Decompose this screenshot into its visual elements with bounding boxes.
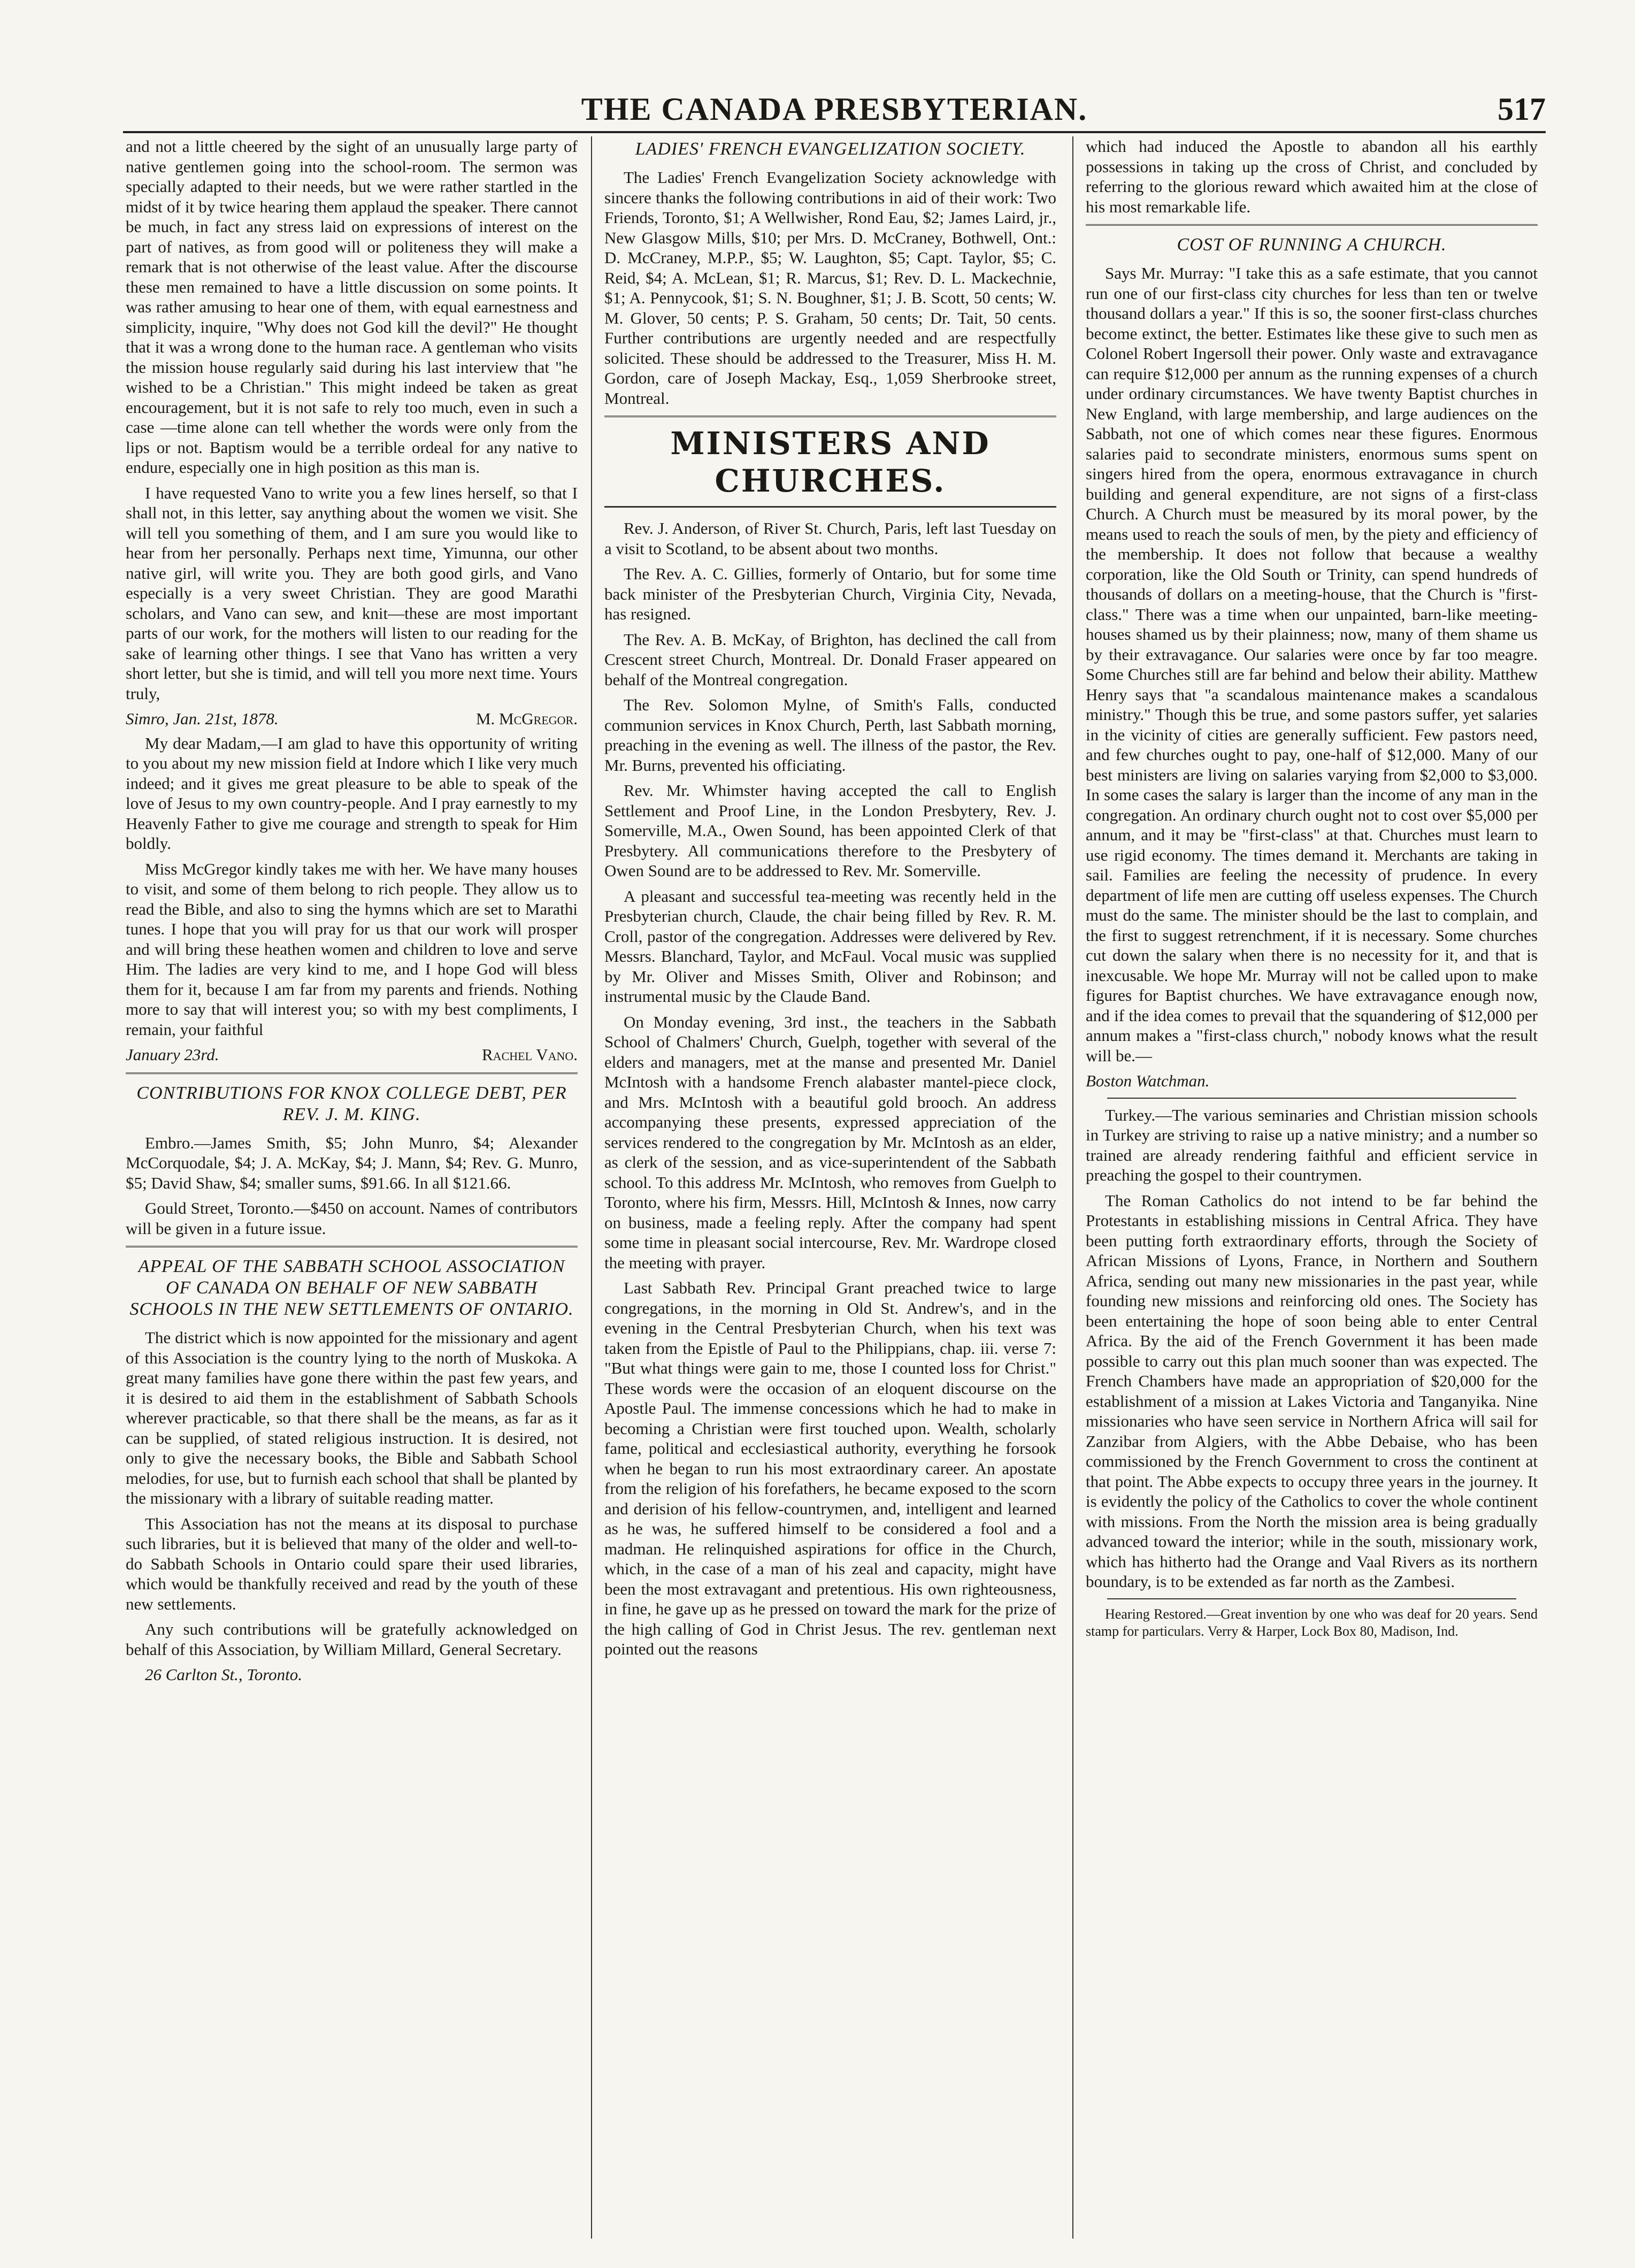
column-divider — [591, 136, 592, 2239]
contribution-paragraph: Embro.—James Smith, $5; John Munro, $4; Alexander McCorquodale, $4; J. A. McKay, $4; J. Mann, $4; Rev. G. Munro, $5; David Shaw, $4; smaller sums, $91.66. In all $121.66. — [126, 1133, 578, 1192]
section-rule — [126, 1246, 578, 1247]
signature-line — [126, 709, 578, 729]
news-item: Last Sabbath Rev. Principal Grant preached twice to large congregations, in the morning in Old St. Andrew's, and in the evening in the Central Presbyterian Church, when his text was taken from the Epistle of Paul to the Philippians, chap. iii. verse 7: "But what things were gain to me, those I counted loss for Christ." These words were the occasion of an eloquent discourse on the Apostle Paul. The immense concessions which he had to make in becoming a Christian were first touched upon. Wealth, scholarly fame, political and ecclesiastical authority, everything he forsook when he began to run his most extraordinary career. An apostate from the religion of his forefathers, he became exposed to the scorn and derision of his fellow-countrymen, and, intelligent and learned as he was, he suffered himself to be considered a fool and a madman. He relinquished aspirations for office in the Church, which, in the case of a man of his zeal and capacity, might have been the most extravagant and pretentious. His own righteousness, in fine, he gave up as he pressed on toward the mark for the prize of the high calling of God in Christ Jesus. The rev. gentleman next pointed out the reasons — [604, 1278, 1056, 1658]
news-item: A pleasant and successful tea-meeting was recently held in the Presbyterian church, Claude, the chair being filled by Rev. R. M. Croll, pastor of the congregation. Addresses were delivered by Rev. Messrs. Blanchard, Taylor, and McFaul. Vocal music was supplied by Mr. Oliver and Misses Smith, Oliver and Robinson; and instrumental music by the Claude Band. — [604, 886, 1056, 1006]
section-heading: COST OF RUNNING A CHURCH. — [1177, 235, 1447, 255]
signature-line — [126, 1045, 578, 1065]
letter-paragraph: and not a little cheered by the sight of an unusually large party of native gentlemen going into the school-room. The sermon was specially adapted to their needs, but we were rather startled in the midst of it by twice hearing them applaud the speaker. There cannot be much, in fact any stress laid on expressions of interest on the part of natives, as from good will or politeness they will make a remark that is not otherwise of the least value. After the discourse these men remained to have a little discussion on some points. It was rather amusing to hear one of them, with equal earnestness and simplicity, inquire, "Why does not God kill the devil?" He thought that it was a wrong done to the human race. A gentleman who visits the mission house regularly said during his last interview that "he wished to be a Christian." This might indeed be taken as great encouragement, but it is not safe to rely too much, even in such a case —time alone can tell whether the words were only from the lips or not. Baptism would be a terrible ordeal for any native to endure, especially one in high position as this man is. — [126, 137, 578, 477]
masthead-title: THE CANADA PRESBYTERIAN. — [581, 91, 1088, 127]
news-item: On Monday evening, 3rd inst., the teachers in the Sabbath School of Chalmers' Church, Guelph, together with several of the elders and managers, met at the manse and presented Mr. Daniel McIntosh with a handsome French alabaster mantel-piece clock, and Mrs. McIntosh with a beautiful gold brooch. An address accompanying these presents, expressed appreciation of the services rendered to the congregation by Mr. McIntosh as an elder, as clerk of the session, and as vice-superintendent of the Sabbath school. To this address Mr. McIntosh, who removes from Guelph to Toronto, where his firm, Messrs. Hill, McIntosh & Innes, now carry on business, made a feeling reply. After the company had spent some time in pleasant social intercourse, Rev. Mr. Wardrope closed the meeting with prayer. — [604, 1012, 1056, 1272]
page-header — [123, 80, 1546, 128]
section-rule — [1086, 224, 1538, 226]
section-rule — [1107, 1098, 1516, 1099]
article-paragraph: Turkey.—The various seminaries and Christian mission schools in Turkey are striving to raise up a native ministry; and a number so trained are already rendering faithful and efficient service in preaching the gospel to their countrymen. — [1086, 1105, 1538, 1184]
page-number: 517 — [1498, 91, 1546, 127]
section-banner: MINISTERS AND CHURCHES. — [604, 425, 1056, 508]
news-item: The Rev. A. B. McKay, of Brighton, has declined the call from Crescent street Church, Montreal. Dr. Donald Fraser appeared on behalf of the Montreal congregation. — [604, 630, 1056, 689]
section-rule — [604, 416, 1056, 417]
news-item: The Rev. Solomon Mylne, of Smith's Falls, conducted communion services in Knox Church, Perth, last Sabbath morning, preaching in the evening as well. The illness of the pastor, the Rev. Mr. Burns, prevented his officiating. — [604, 695, 1056, 775]
section-heading: LADIES' FRENCH EVANGELIZATION SOCIETY. — [635, 139, 1026, 159]
news-item: Rev. J. Anderson, of River St. Church, Paris, left last Tuesday on a visit to Scotland, to be absent about two months. — [604, 519, 1056, 558]
society-paragraph: The Ladies' French Evangelization Society acknowledge with sincere thanks the following contributions in aid of their work: Two Friends, Toronto, $1; A Wellwisher, Rond Eau, $2; James Laird, jr., New Glasgow Mills, $10; per Mrs. D. McCraney, Bothwell, Ont.: D. McCraney, M.P.P., $5; W. Laughton, $5; Capt. Taylor, $5; C. Reid, $4; A. McLean, $1; R. Marcus, $1; Rev. D. L. Mackechnie, $1; A. Pennycook, $1; S. N. Boughner, $1; J. B. Scott, 50 cents; W. M. Glover, 50 cents; P. S. Graham, 50 cents; Dr. Tait, 50 cents. Further contributions are urgently needed and are respectfully solicited. These should be addressed to the Treasurer, Miss H. M. Gordon, care of Joseph Mackay, Esq., 1,059 Sherbrooke street, Montreal. — [604, 168, 1056, 408]
article-paragraph: The Roman Catholics do not intend to be far behind the Protestants in establishing missions in Central Africa. They have been putting forth extraordinary efforts, through the Society of African Missions of Lyons, France, in Northern and Southern Africa, sending out many new missionaries in the past year, while founding new missions and reinforcing old ones. The Society has been entertaining the hope of soon being able to enter Central Africa. By the aid of the French Government it has been made possible to carry out this plan much sooner than was expected. The French Chambers have made an appropriation of $20,000 for the establishment of a mission at Lakes Victoria and Tanganyika. Nine missionaries who have seen service in Northern Africa will sail for Zanzibar from Algiers, with the Abbe Debaise, who has been commissioned by the French Government to cross the continent at that point. The Abbe expects to occupy three years in the journey. It is evidently the policy of the Catholics to cover the whole continent with missions. From the North the mission area is being gradually advanced toward the interior; while in the south, missionary work, which has hitherto had the Orange and Vaal Rivers as its northern boundary, is to be extended as far north as the Zambesi. — [1086, 1191, 1538, 1591]
appeal-paragraph: Any such contributions will be gratefully acknowledged on behalf of this Association, by William Millard, General Secretary. — [126, 1620, 578, 1659]
signature-name: M. McGregor. — [475, 709, 578, 728]
signature-name: Rachel Vano. — [482, 1045, 578, 1064]
advertisement: Hearing Restored.—Great invention by one who was deaf for 20 years. Send stamp for particulars. Verry & Harper, Lock Box 80, Madison, Ind. — [1086, 1606, 1538, 1639]
letter-paragraph: I have requested Vano to write you a few lines herself, so that I shall not, in this letter, say anything about the women we visit. She will tell you something of them, and I am sure you would like to hear from her personally. Perhaps next time, Yimunna, our other native girl, will write you. They are both good girls, and Vano especially is a very sweet Christian. They are good Marathi scholars, and Vano can sew, and knit—these are most important parts of our work, for the mothers will listen to our reading for the sake of learning other things. I see that Vano has written a very short letter, but she is timid, and will tell you more next time. Yours truly, — [126, 483, 578, 703]
appeal-address: 26 Carlton St., Toronto. — [145, 1665, 303, 1684]
column-right — [1086, 136, 1538, 2239]
article-source: Boston Watchman. — [1086, 1071, 1210, 1090]
section-rule — [126, 1072, 578, 1074]
contribution-paragraph: Gould Street, Toronto.—$450 on account. Names of contributors will be given in a future issue. — [126, 1199, 578, 1238]
news-item: The Rev. A. C. Gillies, formerly of Ontario, but for some time back minister of the Presbyterian Church, Virginia City, Nevada, has resigned. — [604, 564, 1056, 623]
column-divider — [1072, 136, 1073, 2239]
letter-paragraph: My dear Madam,—I am glad to have this opportunity of writing to you about my new mission field at Indore which I like very much indeed; and it gives me great pleasure to be able to speak of the love of Jesus to my own country-people. And I pray earnestly to my Heavenly Father to give me courage and strength to speak for Him boldly. — [126, 733, 578, 853]
signature-place-date: Simro, Jan. 21st, 1878. — [126, 709, 279, 728]
news-item: Rev. Mr. Whimster having accepted the call to English Settlement and Proof Line, in the London Presbytery, Rev. J. Somerville, M.A., Owen Sound, has been appointed Clerk of that Presbytery. All communications therefore to the Presbytery of Owen Sound are to be addressed to Rev. Mr. Somerville. — [604, 781, 1056, 880]
column-middle — [604, 136, 1056, 2239]
appeal-paragraph: This Association has not the means at its disposal to purchase such libraries, but it is believed that many of the older and well-to-do Sabbath Schools in Ontario could spare their used libraries, which would be thankfully received and read by the youth of these new settlements. — [126, 1514, 578, 1613]
header-rule — [123, 131, 1546, 133]
column-left — [126, 136, 578, 2239]
letter-paragraph: Miss McGregor kindly takes me with her. We have many houses to visit, and some of them belong to rich people. They allow us to read the Bible, and also to sing the hymns which are set to Marathi tunes. I hope that you will pray for us that our work will prosper and will bring these heathen women and children to love and serve Him. The ladies are very kind to me, and I hope God will bless them for it, because I am far from my parents and friends. Nothing more to say that will interest you; so with my best compliments, I remain, your faithful — [126, 859, 578, 1039]
signature-place-date: January 23rd. — [126, 1045, 219, 1064]
continued-paragraph: which had induced the Apostle to abandon all his earthly possessions in taking up the cross of Christ, and concluded by referring to the glorious reward which awaited him at the close of his most remarkable life. — [1086, 137, 1538, 216]
section-heading: CONTRIBUTIONS FOR KNOX COLLEGE DEBT, PER REV. J. M. KING. — [136, 1083, 567, 1124]
appeal-paragraph: The district which is now appointed for the missionary and agent of this Association is the country lying to the north of Muskoka. A great many families have gone there within the past few years, and it is desired to aid them in the establishment of Sabbath Schools wherever practicable, so that there shall be the means, as far as it can be supplied, of stated religious instruction. It is desired, not only to give the necessary books, the Bible and Sabbath School melodies, for use, but to furnish each school that shall be planted by the missionary with a library of suitable reading matter. — [126, 1328, 578, 1507]
section-rule — [1107, 1598, 1516, 1599]
article-paragraph: Says Mr. Murray: "I take this as a safe estimate, that you cannot run one of our first-class city churches for less than ten or twelve thousand dollars a year." If this is so, the sooner first-class churches become extinct, the better. Estimates like these give to such men as Colonel Robert Ingersoll their power. Only waste and extravagance can require $12,000 per annum as the running expenses of a church under ordinary circumstances. We have twenty Baptist churches in New England, with large membership, and large audiences on the Sabbath, not one of which comes near these figures. Enormous salaries paid to secondrate ministers, enormous sums spent on singers hired from the opera, enormous extravagance in church building and general expenditure, are not signs of a first-class Church. A Church must be measured by its moral power, by the means used to reach the souls of men, by the piety and efficiency of the membership. It does not follow that because a wealthy corporation, like the Old South or Trinity, can spend hundreds of thousands of dollars on a meeting-house, that the Church is "first-class." There was a time when our unpainted, barn-like meeting-houses shamed us by their plainness; now, many of them shame us by their extravagance. Our salaries were once by far too meagre. Some Churches still are far behind and below their ability. Matthew Henry says that "a scandalous maintenance makes a scandalous ministry." Though this be true, and some pastors suffer, yet salaries in the vicinity of cities are generally sufficient. Few pastors need, and few churches ought to pay, one-half of $12,000. Many of our best ministers are living on salaries varying from $2,000 to $3,000. In some cases the salary is larger than the income of any man in the congregation. An ordinary church ought not to cost over $5,000 per annum, and it may be "first-class" at that. Churches must learn to use rigid economy. The times demand it. Merchants are taking in sail. Families are feeling the necessity of prudence. In every department of life men are cutting off useless expenses. The Church must do the same. The minister should be the last to complain, and the first to suggest retrenchment, if it is necessary. Some churches cut down the salary when there is no necessity for it, and that is inexcusable. We hope Mr. Murray will not be called upon to make figures for Baptist churches. We have extravagance enough now, and if the idea comes to prevail that the squandering of $12,000 per annum makes a "first-class church," nobody knows what the result will be.— — [1086, 264, 1538, 1065]
section-heading: APPEAL OF THE SABBATH SCHOOL ASSOCIATION OF CANADA ON BEHALF OF NEW SABBATH SCHOOLS IN THE NEW SETTLEMENTS OF ONTARIO. — [129, 1256, 574, 1319]
